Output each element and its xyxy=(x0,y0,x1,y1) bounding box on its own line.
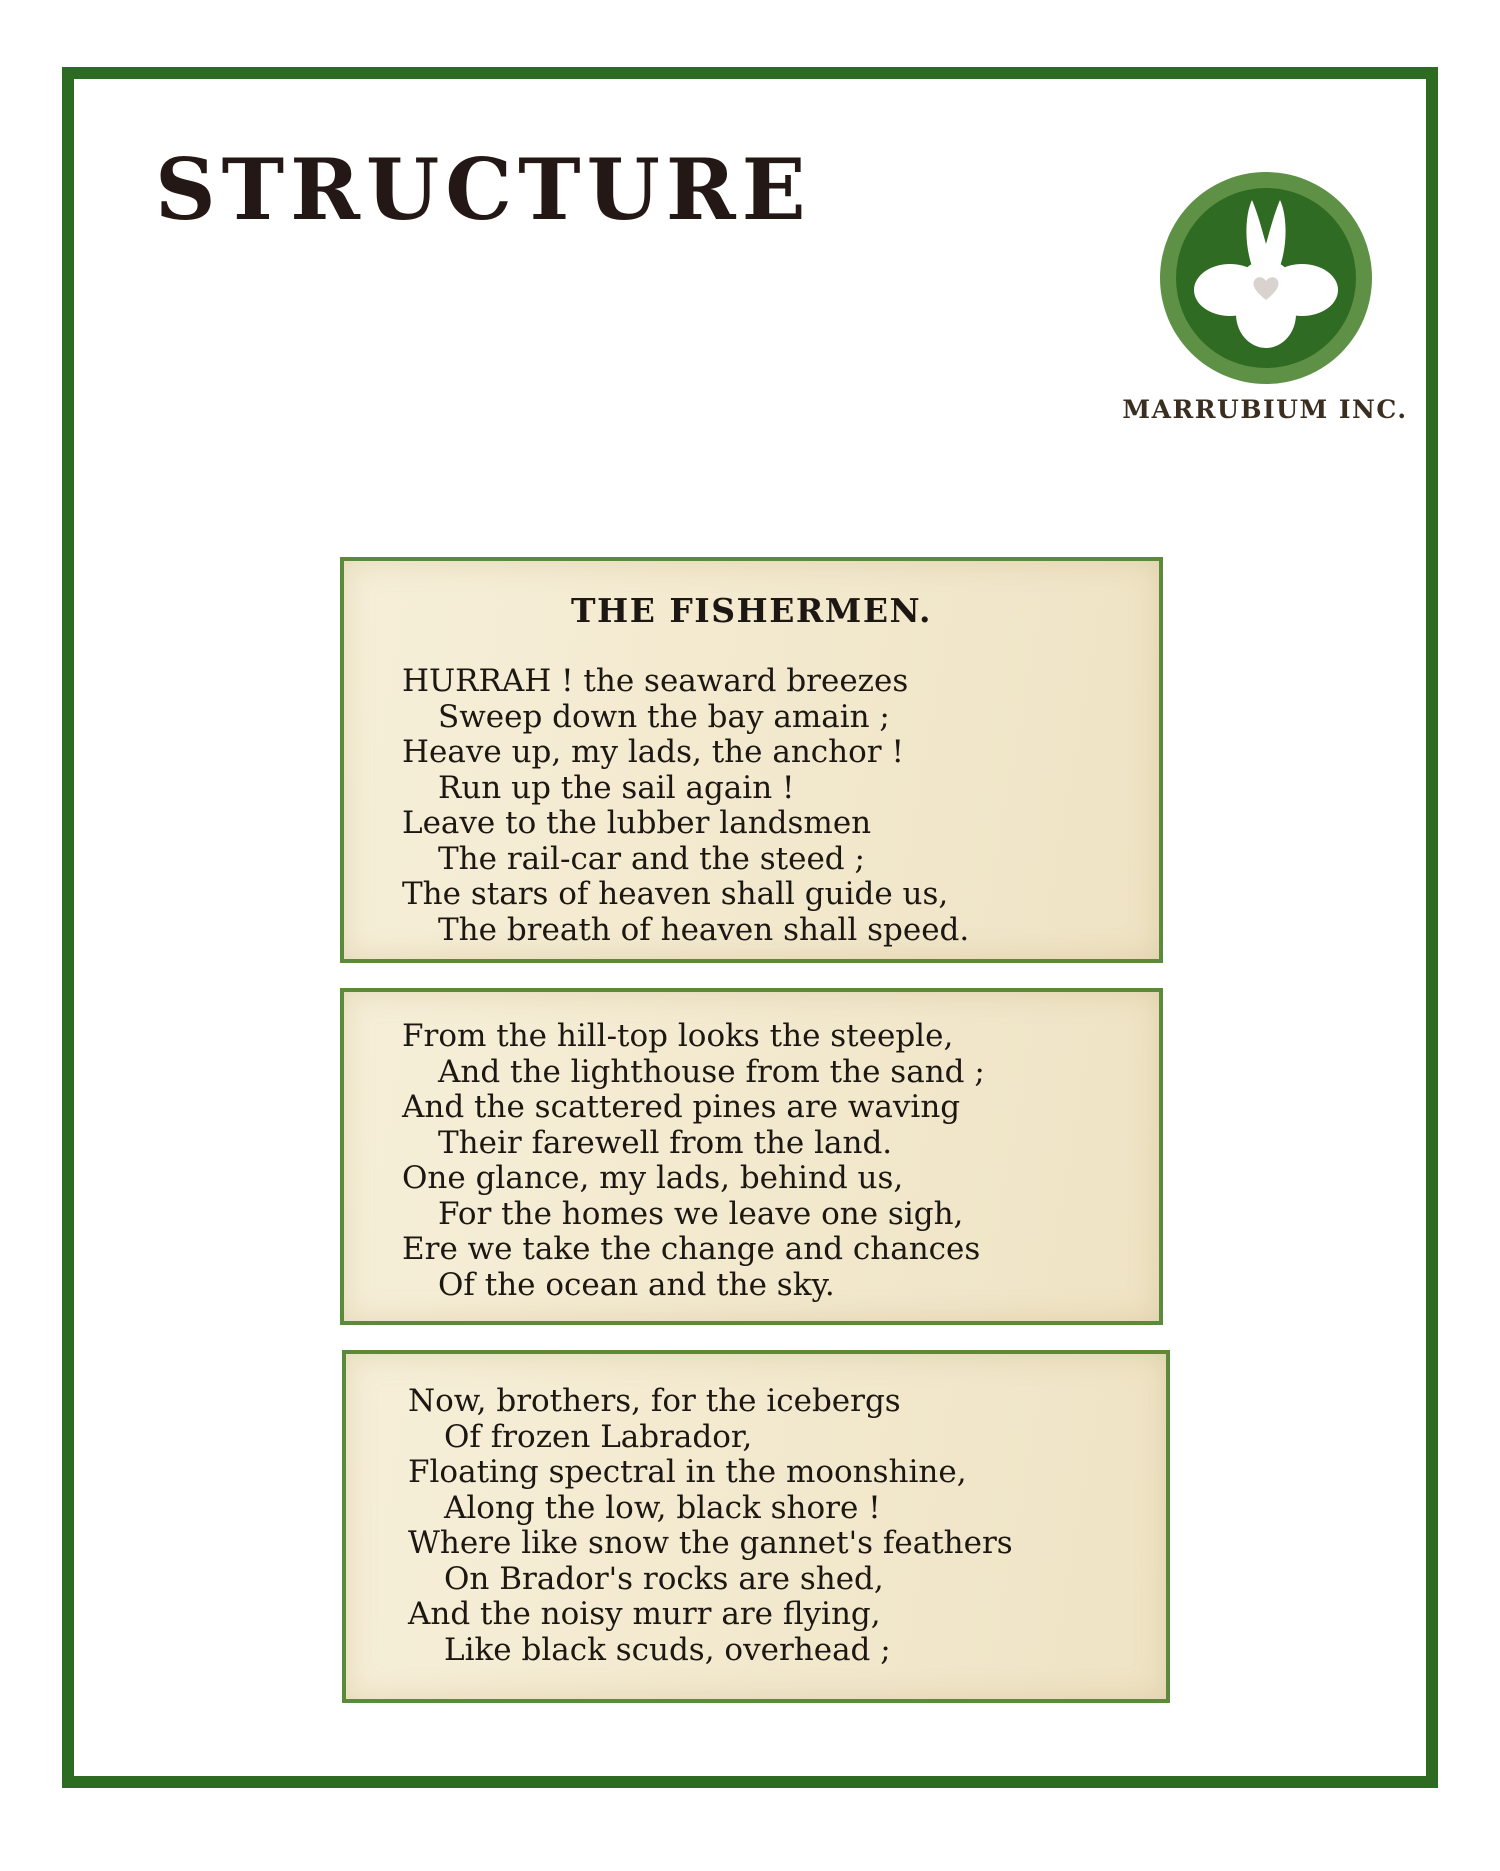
poem-stanza-3 xyxy=(342,1350,1170,1703)
stanza-lines xyxy=(408,1384,1013,1668)
poem-line: Of frozen Labrador, xyxy=(444,1418,753,1455)
poem-line: Along the low, black shore ! xyxy=(444,1489,881,1526)
poem-line: Now, brothers, for the icebergs xyxy=(408,1383,901,1419)
poem-line: The stars of heaven shall guide us, xyxy=(402,876,949,912)
poem-line: Where like snow the gannet's feathers xyxy=(408,1525,1013,1561)
poem-line: Ere we take the change and chances xyxy=(402,1231,981,1267)
poem-stanza-1 xyxy=(340,557,1163,963)
poem-stanza-2 xyxy=(340,988,1163,1325)
poem-line: Their farewell from the land. xyxy=(438,1124,893,1161)
poem-line: For the homes we leave one sigh, xyxy=(438,1195,964,1232)
company-name: MARRUBIUM INC. xyxy=(1122,395,1408,424)
poem-title: THE FISHERMEN. xyxy=(570,591,933,630)
stanza-lines xyxy=(402,1019,985,1303)
poem-line: Sweep down the bay amain ; xyxy=(438,698,890,735)
poem-line: HURRAH ! the seaward breezes xyxy=(402,663,909,699)
poem-line: Of the ocean and the sky. xyxy=(438,1266,835,1303)
flower-logo-icon xyxy=(1160,172,1372,384)
poem-line: One glance, my lads, behind us, xyxy=(402,1160,904,1196)
page-title: STRUCTURE xyxy=(155,140,812,239)
poem-line: From the hill-top looks the steeple, xyxy=(402,1018,954,1054)
poem-line: Heave up, my lads, the anchor ! xyxy=(402,734,904,770)
poem-line: On Brador's rocks are shed, xyxy=(444,1560,884,1597)
poem-line: Floating spectral in the moonshine, xyxy=(408,1454,967,1490)
poem-line: The breath of heaven shall speed. xyxy=(438,911,970,948)
poem-line: And the noisy murr are flying, xyxy=(408,1596,881,1632)
poem-line: Run up the sail again ! xyxy=(438,769,795,806)
poem-line: And the scattered pines are waving xyxy=(402,1089,961,1125)
poem-line: And the lighthouse from the sand ; xyxy=(438,1053,985,1090)
stanza-lines xyxy=(402,664,969,948)
poem-line: The rail-car and the steed ; xyxy=(438,840,865,877)
poem-line: Leave to the lubber landsmen xyxy=(402,805,872,841)
poem-line: Like black scuds, overhead ; xyxy=(444,1631,891,1668)
